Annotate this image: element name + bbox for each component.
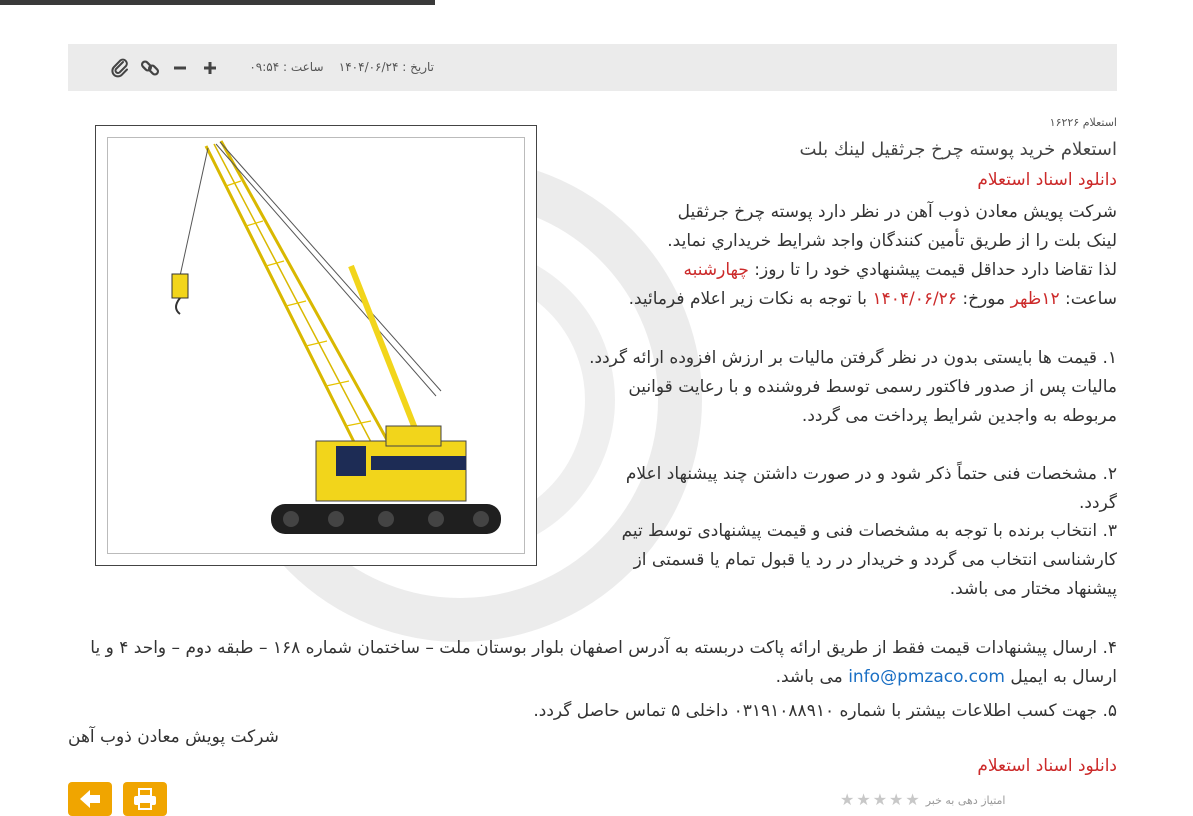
intro-line-3-text: لذا تقاضا دارد حداقل قیمت پیشنهادي خود را تا روز:	[754, 260, 1117, 280]
date-value: ۱۴۰۴/۰۶/۲۴	[338, 60, 399, 74]
company-signature: شرکت پویش معادن ذوب آهن	[68, 727, 279, 747]
back-button[interactable]	[68, 782, 112, 816]
deadline-time: ۱۲ظهر	[1010, 289, 1060, 309]
intro-line-1: شرکت پویش معادن ذوب آهن در نظر دارد پوسته چرخ جرثقیل	[677, 202, 1117, 222]
article-title: استعلام خرید پوسته چرخ جرثقیل لینك بلت	[799, 139, 1117, 160]
dated-word: مورخ:	[962, 289, 1006, 309]
download-documents-link[interactable]: دانلود اسناد استعلام	[977, 170, 1117, 190]
article-toolbar	[68, 44, 1117, 91]
note-item-4	[67, 634, 1117, 692]
date-time	[249, 44, 434, 91]
increase-font-icon[interactable]	[200, 58, 220, 78]
decrease-font-icon[interactable]	[170, 58, 190, 78]
intro-paragraph	[557, 198, 1117, 314]
time-label: ساعت :	[283, 60, 324, 74]
note-item-2: ۲. مشخصات فنی حتماً ذکر شود و در صورت داشتن چند پیشنهاد اعلام گردد.	[625, 464, 1117, 513]
print-button[interactable]	[123, 782, 167, 816]
star-icon[interactable]: ★	[856, 790, 871, 809]
date-label: تاریخ :	[402, 60, 434, 74]
intro-tail: با توجه به نکات زیر اعلام فرمائید.	[628, 289, 868, 309]
arrow-left-icon	[77, 788, 103, 814]
link-icon[interactable]	[140, 58, 160, 78]
star-icon[interactable]: ★	[889, 790, 904, 809]
article-rating	[840, 790, 1006, 809]
rating-label: امتیاز دهی به خبر	[925, 793, 1006, 807]
note-item-1: ۱. قیمت ها بایستی بدون در نظر گرفتن مالیات بر ارزش افزوده ارائه گردد. مالیات پس از صدور فاکتور رسمی توسط فروشنده و با رعایت قوانین مربوطه به واجدین شرایط پرداخت می گردد.	[589, 348, 1117, 426]
star-icon[interactable]: ★	[905, 790, 920, 809]
time-value: ۰۹:۵۴	[249, 60, 280, 74]
crane-illustration	[96, 126, 536, 565]
crane-image	[95, 125, 537, 566]
attachment-icon[interactable]	[110, 58, 130, 78]
intro-line-4	[557, 285, 1117, 314]
intro-line-3	[557, 256, 1117, 285]
intro-line-2: لینک بلت را از طریق تأمین کنندگان واجد شرایط خریداري نماید.	[667, 231, 1117, 251]
star-icon[interactable]: ★	[840, 790, 855, 809]
note-item-4-text: ۴. ارسال پیشنهادات قیمت فقط از طریق ارائه پاکت دربسته به آدرس اصفهان بلوار بوستان ملت – ساختمان شماره ۱۶۸ – طبقه دوم – واحد ۴ و یا ارسال به ایمیل	[90, 638, 1117, 687]
rating-stars	[840, 790, 920, 809]
printer-icon	[132, 788, 158, 814]
deadline-date: ۱۴۰۴/۰۶/۲۶	[872, 289, 957, 309]
article-actions	[68, 782, 167, 816]
inquiry-code: استعلام ۱۶۲۲۶	[1049, 116, 1117, 129]
deadline-day: چهارشنبه	[683, 260, 749, 280]
download-documents-link-bottom[interactable]: دانلود اسناد استعلام	[977, 756, 1117, 776]
top-image-strip	[0, 0, 435, 5]
email-link[interactable]: info@pmzaco.com	[848, 667, 1005, 687]
tool-buttons	[110, 56, 220, 80]
time-word: ساعت:	[1065, 289, 1117, 309]
star-icon[interactable]: ★	[872, 790, 888, 809]
note-item-3: ۳. انتخاب برنده با توجه به مشخصات فنی و قیمت پیشنهادی توسط تیم کارشناسی انتخاب می گردد و خریدار در رد یا قبول تمام یا قسمتی از پیشنهاد مختار می باشد.	[621, 521, 1117, 599]
note-item-5: ۵. جهت کسب اطلاعات بیشتر با شماره ۰۳۱۹۱۰۸۸۹۱۰ داخلی ۵ تماس حاصل گردد.	[533, 701, 1117, 721]
note-item-4-tail: می باشد.	[775, 667, 843, 687]
